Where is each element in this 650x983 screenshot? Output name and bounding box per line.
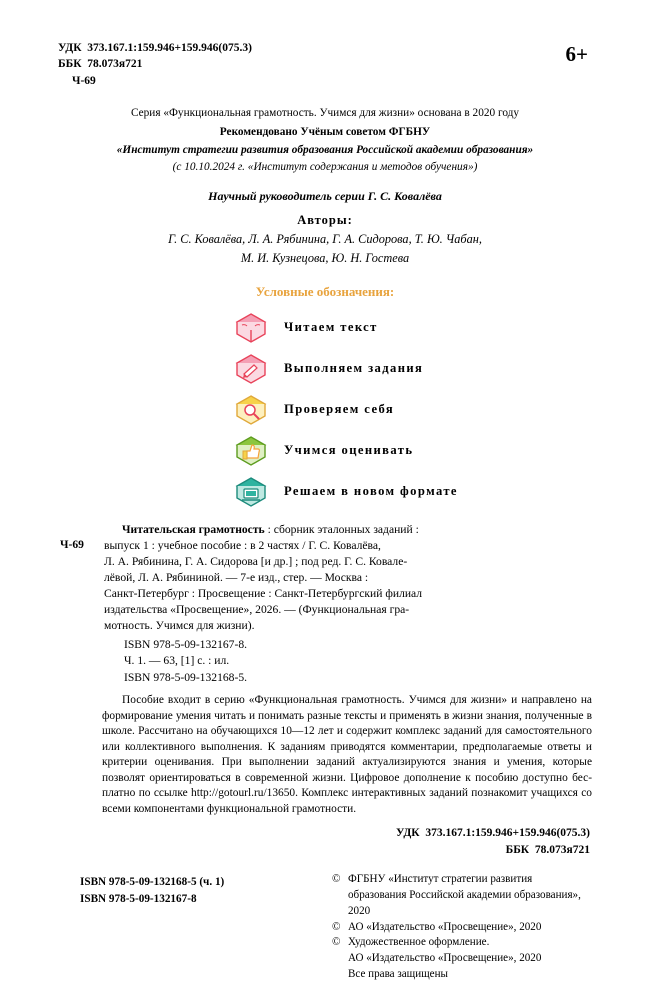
copyright-mark: © [332, 873, 341, 886]
authors-line-1: Г. С. Ковалёва, Л. А. Рябинина, Г. А. Сидорова, Т. Ю. Чабан, [168, 231, 482, 246]
bib-line-7: мотность. Учимся для жизни). [104, 618, 255, 632]
laptop-icon [234, 475, 268, 509]
bbk-value: 78.073я721 [87, 58, 143, 71]
age-rating-badge: 6+ [565, 42, 588, 66]
scientific-leader-name: Г. С. Ковалёва [367, 188, 442, 203]
legend-label: Проверяем себя [284, 402, 395, 417]
bottom-codes [58, 825, 592, 858]
bbk-label-bottom: ББК [505, 843, 530, 856]
bib-line-4: лёвой, Л. А. Рябининой. — 7-е изд., стер. — Москва : [104, 570, 369, 584]
udk-line-bottom [58, 825, 590, 842]
udk-line [58, 40, 252, 56]
udk-label: УДК [58, 42, 82, 54]
institute-line: «Институт стратегии развития образования Российской академии образования» [116, 143, 534, 156]
top-codes-row [58, 40, 592, 89]
authors-list [58, 230, 592, 268]
bib-body [104, 522, 592, 686]
bib-line-2: выпуск 1 : учебное пособие : в 2 частях / Г. С. Ковалёва, [104, 538, 381, 552]
rights-reserved-text: Все права защищены [348, 967, 448, 980]
legend-label: Учимся оценивать [284, 443, 414, 458]
legend-title: Условные обозначения: [255, 283, 395, 299]
legend-list [58, 308, 592, 512]
udk-label-bottom: УДК [396, 827, 420, 840]
legend-item-check-yourself [234, 390, 592, 430]
institute-note-line: (с 10.10.2024 г. «Институт содержания и методов обучения») [172, 160, 478, 173]
bib-line-1 [104, 522, 592, 538]
copyright-list [332, 872, 592, 982]
recommendation-line: Рекомендовано Учёным советом ФГБНУ [219, 125, 431, 138]
footer-isbn-list [58, 872, 224, 908]
bbk-line [58, 56, 252, 72]
copyright-text: АО «Издательство «Просвещение», 2020 [348, 952, 542, 965]
copyright-row [332, 920, 592, 936]
bib-shelf-code: Ч-69 [60, 537, 84, 551]
pencil-writing-icon [234, 352, 268, 386]
legend-label: Читаем текст [284, 320, 378, 335]
thumbs-up-icon [234, 434, 268, 468]
copyright-text: АО «Издательство «Просвещение», 2020 [348, 920, 542, 933]
open-book-icon [234, 311, 268, 345]
series-line: Серия «Функциональная грамотность. Учимся для жизни» основана в 2020 году [130, 106, 520, 119]
classification-codes [58, 40, 252, 89]
bib-line-5: Санкт-Петербург : Просвещение : Санкт-Петербургский филиал [104, 586, 423, 600]
scientific-leader [58, 189, 592, 204]
legend-label: Решаем в новом формате [284, 484, 458, 499]
isbn-block [104, 637, 592, 686]
udk-value: 373.167.1:159.946+159.946(075.3) [87, 42, 252, 54]
bibliographic-description [58, 522, 592, 686]
part-statement: Ч. 1. — 63, [1] с. : ил. [124, 654, 230, 668]
legend-item-read-text [234, 308, 592, 348]
bbk-line-bottom [58, 842, 590, 859]
isbn-main: ISBN 978-5-09-132167-8. [124, 637, 248, 651]
annotation-text: Пособие входит в серию «Функциональная грамотность. Учимся для жизни» и направлено на формирование умения читать и понимать разные тексты и применять в жизни знания, полученные в школе. Рассчитано на обучающихся 10—12 лет и содержит комплекс заданий для самостоятельного или коллективного выполнения. К заданиям приводятся комментарии, предполагаемые ответы и критерии оценивания. При выполнении заданий актуализируются знания и умения, которые позволят ориентироваться в современной жизни. Цифровое дополнение к пособию доступно бесплатно по ссылке http://gotourl.ru/13650. Комплекс интерактивных заданий познакомит учащихся со всеми компонентами функциональной грамотности. [102, 694, 592, 815]
copyright-mark: © [332, 920, 341, 933]
isbn-part: ISBN 978-5-09-132168-5. [124, 670, 248, 684]
legend-item-do-tasks [234, 349, 592, 389]
bbk-label: ББК [58, 58, 82, 71]
legend-label: Выполняем задания [284, 361, 424, 376]
copyright-row [332, 872, 592, 919]
magnifier-check-icon [234, 393, 268, 427]
udk-value-bottom: 373.167.1:159.946+159.946(075.3) [425, 827, 590, 840]
bbk-value-bottom: 78.073я721 [534, 843, 590, 856]
copyright-text: Художественное оформление. [348, 936, 490, 949]
legend-item-new-format [234, 472, 592, 512]
footer-block [58, 872, 592, 982]
copyright-text: ФГБНУ «Институт стратегии развития образования Российской академии образования», 2020 [348, 873, 581, 917]
legend-item-learn-to-assess [234, 431, 592, 471]
footer-isbn-full: ISBN 978-5-09-132167-8 [80, 893, 197, 906]
authors-line-2: М. И. Кузнецова, Ю. Н. Гостева [240, 250, 410, 265]
scientific-leader-prefix: Научный руководитель серии [208, 188, 365, 203]
copyright-row [332, 935, 592, 951]
bib-title-rest: : сборник эталонных заданий : [264, 522, 419, 536]
series-block [58, 105, 592, 176]
shelf-code: Ч-69 [72, 74, 96, 87]
footer-isbn-part: ISBN 978-5-09-132168-5 (ч. 1) [80, 876, 225, 889]
bib-line-3: Л. А. Рябинина, Г. А. Сидорова [и др.] ; под ред. Г. С. Ковале- [104, 554, 408, 568]
bib-title: Читательская грамотность [122, 522, 265, 536]
copyright-mark: © [332, 936, 341, 949]
authors-heading: Авторы: [297, 212, 353, 227]
bib-line-6: издательства «Просвещение», 2026. — (Функциональная гра- [104, 602, 410, 616]
